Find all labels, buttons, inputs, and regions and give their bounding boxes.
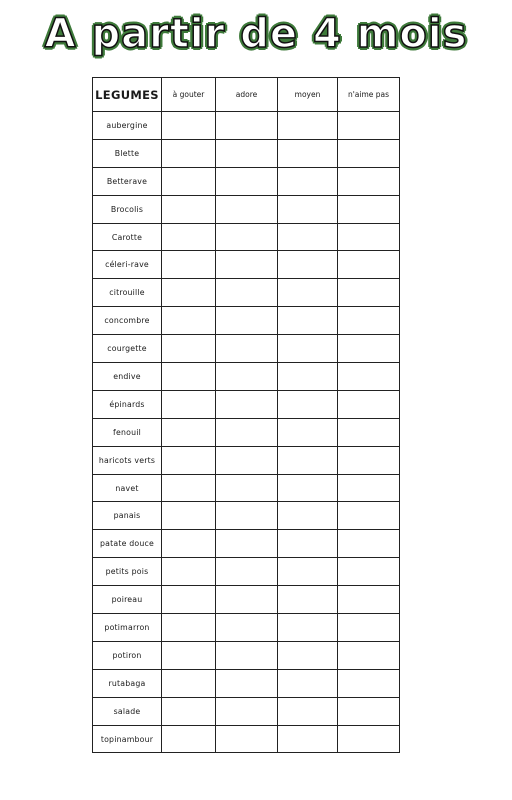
checkbox-cell-adore[interactable]: [216, 502, 278, 530]
checkbox-cell-moyen[interactable]: [278, 697, 338, 725]
vegetable-tasting-table: [92, 77, 400, 753]
checkbox-cell-a-gouter[interactable]: [162, 725, 216, 753]
checkbox-cell-a-gouter[interactable]: [162, 167, 216, 195]
checkbox-cell-moyen[interactable]: [278, 418, 338, 446]
table-row: [93, 279, 400, 307]
table-row: [93, 112, 400, 140]
checkbox-cell-moyen[interactable]: [278, 474, 338, 502]
checkbox-cell-a-gouter[interactable]: [162, 223, 216, 251]
checkbox-cell-a-gouter[interactable]: [162, 251, 216, 279]
checkbox-cell-adore[interactable]: [216, 418, 278, 446]
checkbox-cell-a-gouter[interactable]: [162, 139, 216, 167]
table-row: [93, 139, 400, 167]
checkbox-cell-naime-pas[interactable]: [338, 446, 400, 474]
checkbox-cell-naime-pas[interactable]: [338, 335, 400, 363]
checkbox-cell-moyen[interactable]: [278, 112, 338, 140]
checkbox-cell-naime-pas[interactable]: [338, 418, 400, 446]
vegetable-name-cell: Carotte: [93, 223, 162, 251]
checkbox-cell-moyen[interactable]: [278, 390, 338, 418]
table-row: [93, 530, 400, 558]
table-row: [93, 474, 400, 502]
vegetable-name-cell: citrouille: [93, 279, 162, 307]
column-header-moyen: moyen: [278, 78, 338, 112]
checkbox-cell-a-gouter[interactable]: [162, 474, 216, 502]
checkbox-cell-adore[interactable]: [216, 195, 278, 223]
checkbox-cell-adore[interactable]: [216, 558, 278, 586]
checkbox-cell-adore[interactable]: [216, 139, 278, 167]
checkbox-cell-adore[interactable]: [216, 335, 278, 363]
checkbox-cell-naime-pas[interactable]: [338, 641, 400, 669]
table-row: [93, 446, 400, 474]
checkbox-cell-moyen[interactable]: [278, 335, 338, 363]
checkbox-cell-naime-pas[interactable]: [338, 307, 400, 335]
checkbox-cell-moyen[interactable]: [278, 446, 338, 474]
vegetable-name-cell: haricots verts: [93, 446, 162, 474]
table-row: [93, 363, 400, 391]
checkbox-cell-naime-pas[interactable]: [338, 474, 400, 502]
checkbox-cell-naime-pas[interactable]: [338, 363, 400, 391]
checkbox-cell-naime-pas[interactable]: [338, 586, 400, 614]
checkbox-cell-a-gouter[interactable]: [162, 641, 216, 669]
checkbox-cell-adore[interactable]: [216, 363, 278, 391]
checkbox-cell-naime-pas[interactable]: [338, 502, 400, 530]
checkbox-cell-adore[interactable]: [216, 669, 278, 697]
checkbox-cell-moyen[interactable]: [278, 307, 338, 335]
checkbox-cell-a-gouter[interactable]: [162, 112, 216, 140]
checkbox-cell-adore[interactable]: [216, 725, 278, 753]
vegetable-name-cell: patate douce: [93, 530, 162, 558]
table-row: [93, 418, 400, 446]
table-row: [93, 641, 400, 669]
table-row: [93, 614, 400, 642]
checkbox-cell-adore[interactable]: [216, 112, 278, 140]
checkbox-cell-adore[interactable]: [216, 614, 278, 642]
checkbox-cell-adore[interactable]: [216, 167, 278, 195]
checkbox-cell-a-gouter[interactable]: [162, 418, 216, 446]
column-header-adore: adore: [216, 78, 278, 112]
vegetable-name-cell: rutabaga: [93, 669, 162, 697]
checkbox-cell-a-gouter[interactable]: [162, 502, 216, 530]
checkbox-cell-naime-pas[interactable]: [338, 167, 400, 195]
checkbox-cell-naime-pas[interactable]: [338, 139, 400, 167]
checkbox-cell-naime-pas[interactable]: [338, 669, 400, 697]
checkbox-cell-naime-pas[interactable]: [338, 725, 400, 753]
checkbox-cell-a-gouter[interactable]: [162, 446, 216, 474]
table-row: [93, 697, 400, 725]
page-title: A partir de 4 mois: [44, 11, 468, 57]
vegetable-name-cell: aubergine: [93, 112, 162, 140]
checkbox-cell-a-gouter[interactable]: [162, 530, 216, 558]
checkbox-cell-a-gouter[interactable]: [162, 363, 216, 391]
checkbox-cell-moyen[interactable]: [278, 614, 338, 642]
vegetable-name-cell: courgette: [93, 335, 162, 363]
checkbox-cell-a-gouter[interactable]: [162, 697, 216, 725]
checkbox-cell-moyen[interactable]: [278, 363, 338, 391]
checkbox-cell-adore[interactable]: [216, 223, 278, 251]
checkbox-cell-adore[interactable]: [216, 586, 278, 614]
checkbox-cell-adore[interactable]: [216, 307, 278, 335]
checkbox-cell-moyen[interactable]: [278, 195, 338, 223]
checkbox-cell-a-gouter[interactable]: [162, 558, 216, 586]
checkbox-cell-naime-pas[interactable]: [338, 530, 400, 558]
checkbox-cell-a-gouter[interactable]: [162, 390, 216, 418]
checkbox-cell-a-gouter[interactable]: [162, 335, 216, 363]
vegetable-name-cell: panais: [93, 502, 162, 530]
vegetable-name-cell: potimarron: [93, 614, 162, 642]
table-row: [93, 502, 400, 530]
checkbox-cell-moyen[interactable]: [278, 279, 338, 307]
table-row: [93, 167, 400, 195]
checkbox-cell-naime-pas[interactable]: [338, 697, 400, 725]
vegetable-name-cell: Brocolis: [93, 195, 162, 223]
vegetable-name-cell: céleri-rave: [93, 251, 162, 279]
checkbox-cell-moyen[interactable]: [278, 530, 338, 558]
table-row: [93, 586, 400, 614]
checkbox-cell-adore[interactable]: [216, 641, 278, 669]
checkbox-cell-moyen[interactable]: [278, 586, 338, 614]
vegetable-name-cell: fenouil: [93, 418, 162, 446]
checkbox-cell-adore[interactable]: [216, 474, 278, 502]
checkbox-cell-a-gouter[interactable]: [162, 669, 216, 697]
table-body: [93, 112, 400, 753]
table-row: [93, 335, 400, 363]
vegetable-name-cell: salade: [93, 697, 162, 725]
vegetable-name-cell: topinambour: [93, 725, 162, 753]
checkbox-cell-a-gouter[interactable]: [162, 279, 216, 307]
vegetable-name-cell: Betterave: [93, 167, 162, 195]
vegetable-name-cell: petits pois: [93, 558, 162, 586]
checkbox-cell-naime-pas[interactable]: [338, 558, 400, 586]
checkbox-cell-naime-pas[interactable]: [338, 223, 400, 251]
checkbox-cell-moyen[interactable]: [278, 641, 338, 669]
column-header-naime-pas: n'aime pas: [338, 78, 400, 112]
checkbox-cell-a-gouter[interactable]: [162, 586, 216, 614]
checkbox-cell-a-gouter[interactable]: [162, 614, 216, 642]
checkbox-cell-moyen[interactable]: [278, 502, 338, 530]
table-row: [93, 725, 400, 753]
checkbox-cell-moyen[interactable]: [278, 558, 338, 586]
checkbox-cell-adore[interactable]: [216, 530, 278, 558]
checkbox-cell-naime-pas[interactable]: [338, 614, 400, 642]
checkbox-cell-moyen[interactable]: [278, 167, 338, 195]
vegetable-name-cell: épinards: [93, 390, 162, 418]
table-row: [93, 195, 400, 223]
checkbox-cell-naime-pas[interactable]: [338, 279, 400, 307]
table-row: [93, 558, 400, 586]
table-row: [93, 251, 400, 279]
checkbox-cell-a-gouter[interactable]: [162, 307, 216, 335]
vegetable-name-cell: potiron: [93, 641, 162, 669]
vegetable-name-cell: poireau: [93, 586, 162, 614]
checkbox-cell-a-gouter[interactable]: [162, 195, 216, 223]
checkbox-cell-moyen[interactable]: [278, 669, 338, 697]
column-header-legumes: LEGUMES: [93, 78, 162, 112]
table-row: [93, 307, 400, 335]
vegetable-name-cell: navet: [93, 474, 162, 502]
vegetable-name-cell: concombre: [93, 307, 162, 335]
table-row: [93, 669, 400, 697]
checkbox-cell-naime-pas[interactable]: [338, 251, 400, 279]
checkbox-cell-moyen[interactable]: [278, 139, 338, 167]
vegetable-name-cell: Blette: [93, 139, 162, 167]
checkbox-cell-adore[interactable]: [216, 390, 278, 418]
checkbox-cell-adore[interactable]: [216, 446, 278, 474]
checkbox-cell-naime-pas[interactable]: [338, 195, 400, 223]
column-header-a-gouter: à gouter: [162, 78, 216, 112]
header-row: [93, 78, 400, 112]
checkbox-cell-adore[interactable]: [216, 697, 278, 725]
table-row: [93, 390, 400, 418]
checkbox-cell-adore[interactable]: [216, 279, 278, 307]
vegetable-name-cell: endive: [93, 363, 162, 391]
table-row: [93, 223, 400, 251]
checkbox-cell-moyen[interactable]: [278, 251, 338, 279]
checkbox-cell-naime-pas[interactable]: [338, 390, 400, 418]
checkbox-cell-moyen[interactable]: [278, 223, 338, 251]
checkbox-cell-adore[interactable]: [216, 251, 278, 279]
checkbox-cell-naime-pas[interactable]: [338, 112, 400, 140]
checkbox-cell-moyen[interactable]: [278, 725, 338, 753]
